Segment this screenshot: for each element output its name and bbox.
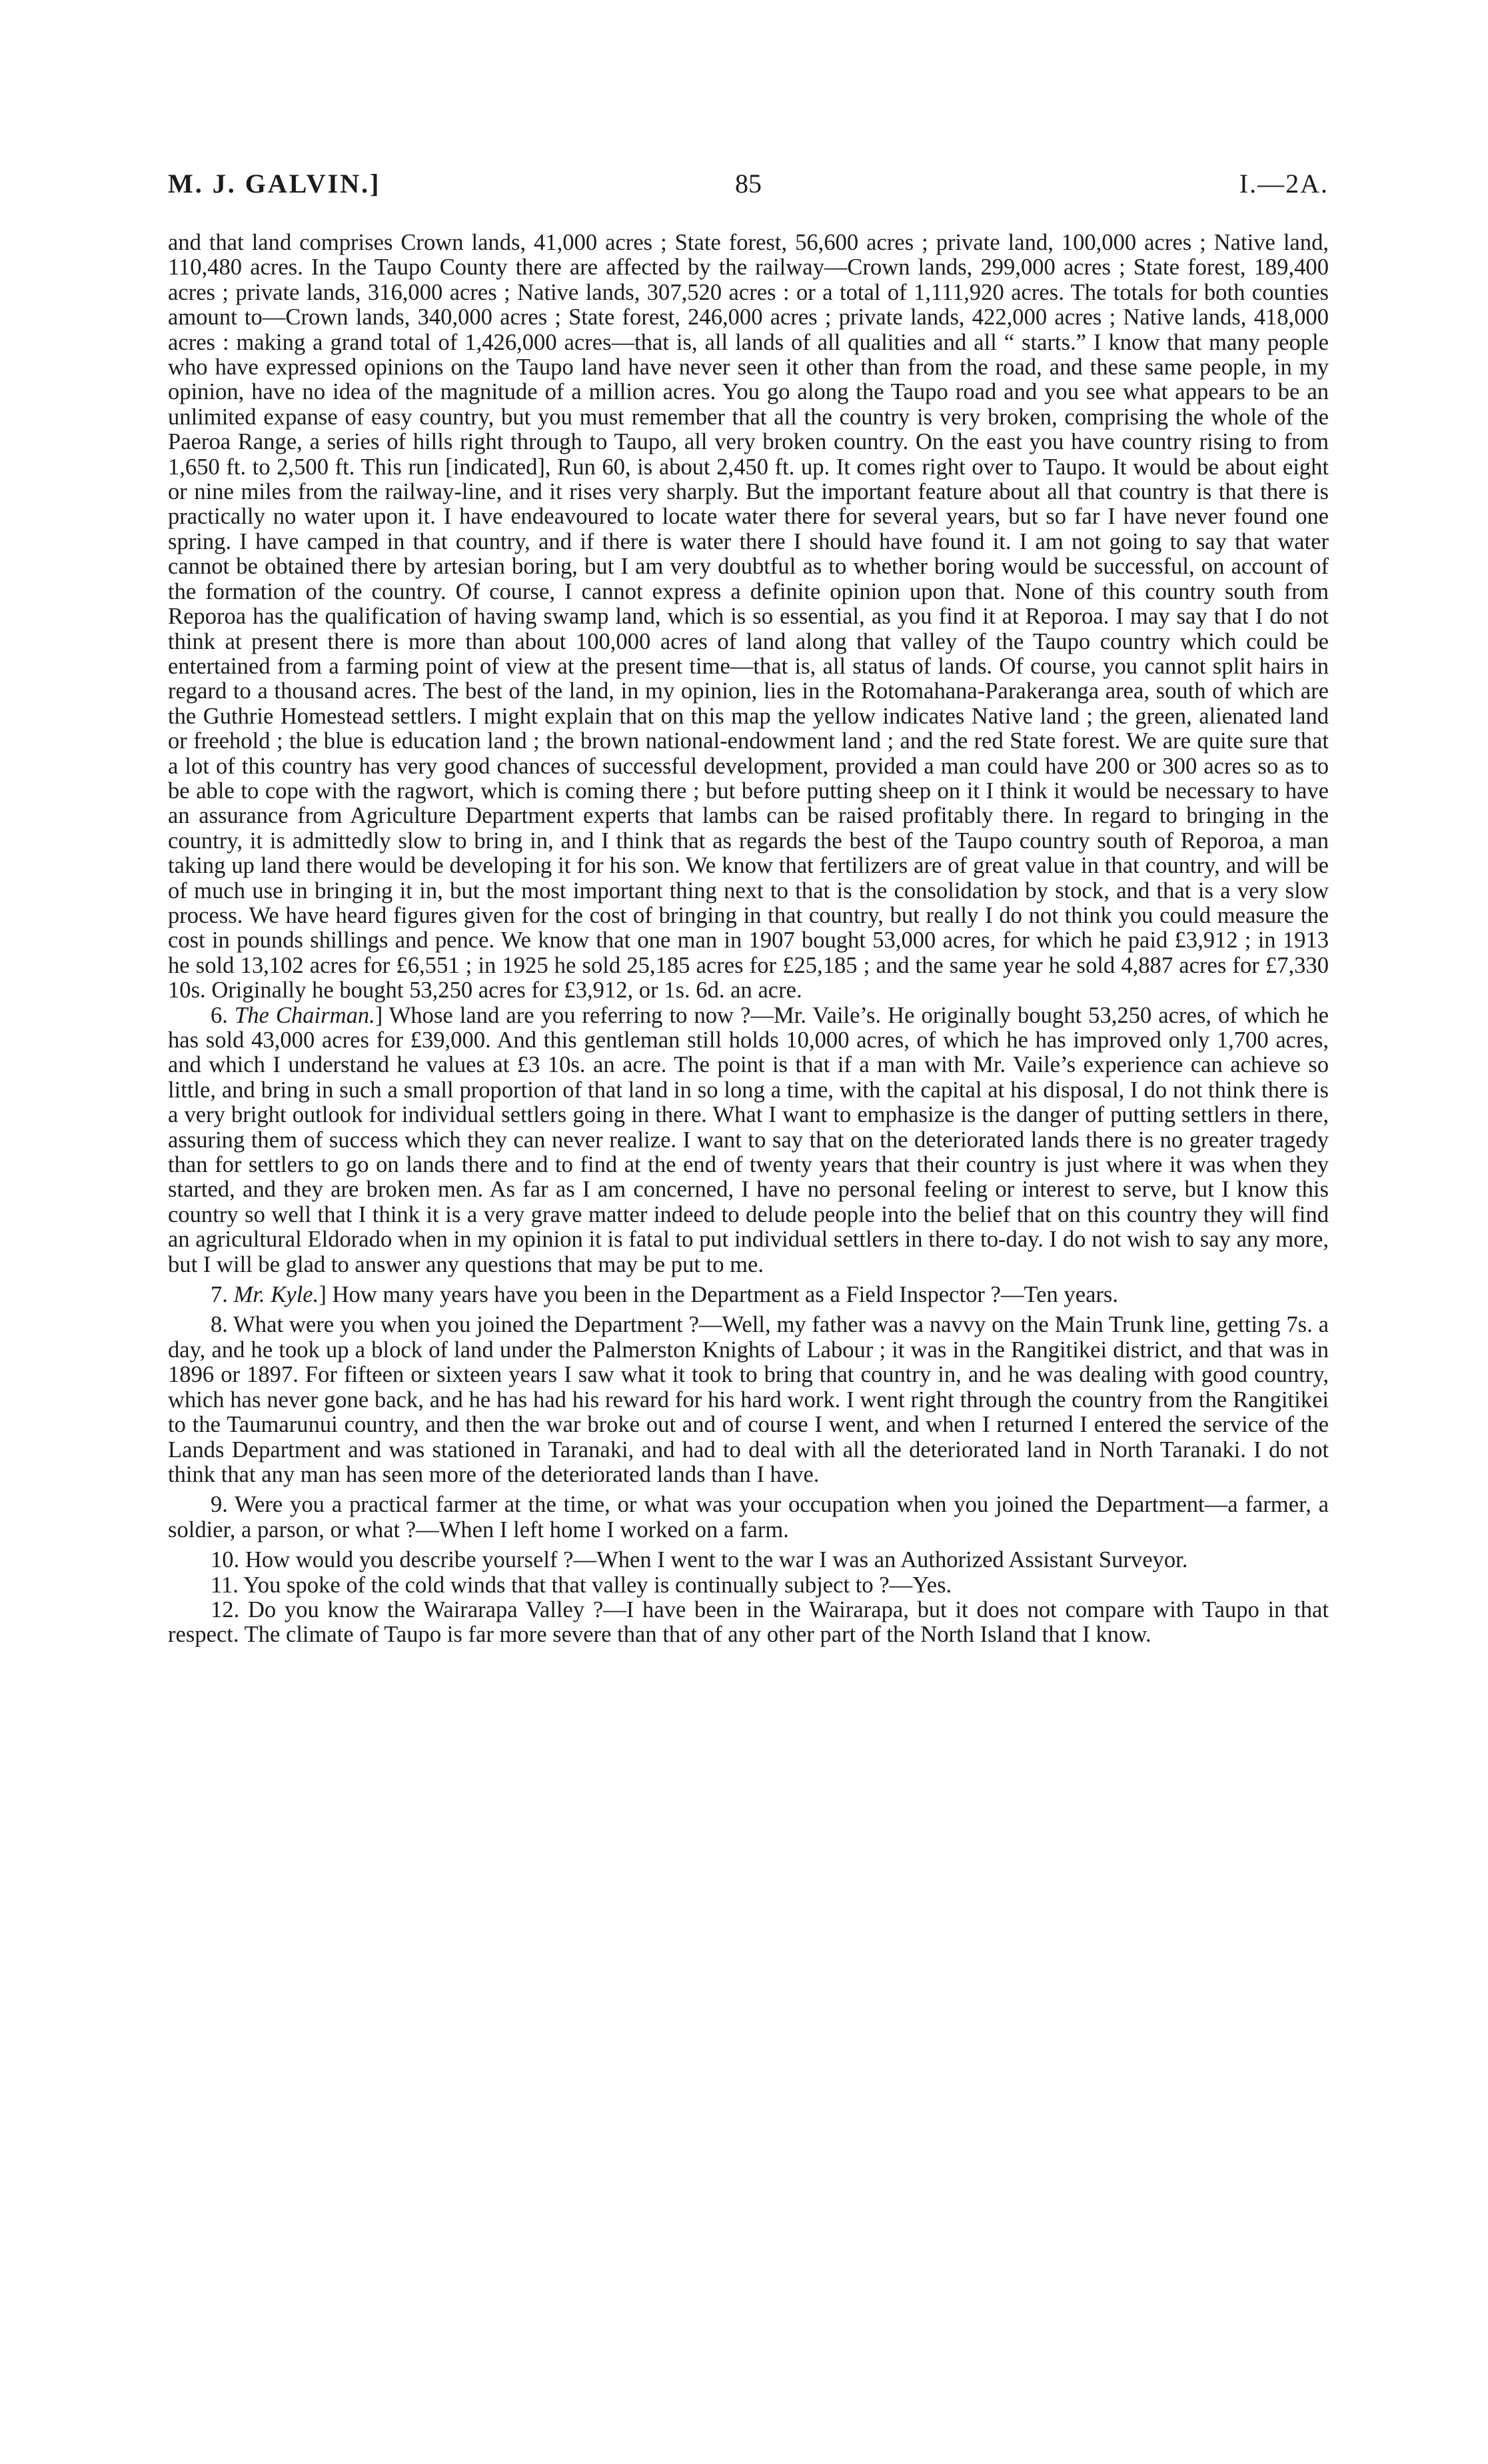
paper-reference: I.—2A. [1239,169,1329,199]
paragraph-12: 12. Do you know the Wairarapa Valley ?—I have been in the Wairarapa, but it does not compare with Taupo in that respect. The climate of Taupo is far more severe than that of any other part of the North Island that I know. [168,1596,1329,1648]
question-number: 6. [211,1002,235,1028]
page-number: 85 [735,169,762,199]
witness-name-header: M. J. GALVIN.] [168,169,381,199]
speaker-name: Mr. Kyle. [233,1282,319,1308]
paragraph-11: 11. You spoke of the cold winds that that valley is continually subject to ?—Yes. [211,1572,952,1598]
paragraph-10: 10. How would you describe yourself ?—When I went to the war I was an Authorized Assistant Surveyor. [211,1547,1188,1573]
paragraph-8: 8. What were you when you joined the Department ?—Well, my father was a navvy on the Main Trunk line, getting 7s. a day, and he took up a block of land under the Palmerston Knights of Labour ; it was in the Rangitikei district, and that was in 1896 or 1897. For fifteen or sixteen years I saw what it took to bring that country in, and he was dealing with good country, which has never gone back, and he has had his reward for his hard work. I went right through the country from the Rangitikei to the Taumarunui country, and then the war broke out and of course I went, and when I returned I entered the service of the Lands Department and was stationed in Taranaki, and had to deal with all the deteriorated land in North Taranaki. I do not think that any man has seen more of the deteriorated lands than I have. [168,1312,1329,1487]
paragraph-6 [168,1003,1329,1277]
paragraph-7 [168,1283,1329,1307]
paragraph-text: ] How many years have you been in the Department as a Field Inspector ?—Ten years. [319,1282,1119,1308]
running-head [168,168,1329,208]
speaker-name: The Chairman. [234,1002,375,1028]
body-text [168,231,1329,1648]
paragraph-text: ] Whose land are you referring to now ?—Mr. Vaile’s. He originally bought 53,250 acres, of which he has sold 43,000 acres for £39,000. And this gentleman still holds 10,000 acres, of which he has improved only 1,700 acres, and which I understand he values at £3 10s. an acre. The point is that if a man with Mr. Vaile’s experience can achieve so little, and bring in such a small proportion of that land in so long a time, with the capital at his disposal, I do not think there is a very bright outlook for individual settlers going in there. What I want to emphasize is the danger of putting settlers in there, assuring them of success which they can never realize. I want to say that on the deteriorated lands there is no greater tragedy than for settlers to go on lands there and to find at the end of twenty years that their country is just where it was when they started, and they are broken men. As far as I am concerned, I have no personal feeling or interest to serve, but I know this country so well that I think it is a very grave matter indeed to delude people into the belief that on this country they will find an agricultural Eldorado when in my opinion it is fatal to put individual settlers in there to-day. I do not wish to say any more, but I will be glad to answer any questions that may be put to me. [168,1002,1329,1277]
paragraph-9: 9. Were you a practical farmer at the time, or what was your occupation when you joined the Department—a farmer, a soldier, a parson, or what ?—When I left home I worked on a farm. [168,1492,1329,1542]
question-number: 7. [211,1282,234,1308]
paragraph-1: and that land comprises Crown lands, 41,000 acres ; State forest, 56,600 acres ; private land, 100,000 acres ; Native land, 110,480 acres. In the Taupo County there are affected by the railway—Crown lands, 299,000 acres ; State forest, 189,400 acres ; private lands, 316,000 acres ; Native lands, 307,520 acres : or a total of 1,111,920 acres. The totals for both counties amount to—Crown lands, 340,000 acres ; State forest, 246,000 acres ; private lands, 422,000 acres ; Native lands, 418,000 acres : making a grand total of 1,426,000 acres—that is, all lands of all qualities and all “ starts.” I know that many people who have expressed opinions on the Taupo land have never seen it other than from the road, and these same people, in my opinion, have no idea of the magnitude of a million acres. You go along the Taupo road and you see what appears to be an unlimited expanse of easy country, but you must remember that all the country is very broken, comprising the whole of the Paeroa Range, a series of hills right through to Taupo, all very broken country. On the east you have country rising to from 1,650 ft. to 2,500 ft. This run [indicated], Run 60, is about 2,450 ft. up. It comes right over to Taupo. It would be about eight or nine miles from the railway-line, and it rises very sharply. But the important feature about all that country is that there is practically no water upon it. I have endeavoured to locate water there for several years, but so far I have never found one spring. I have camped in that country, and if there is water there I should have found it. I am not going to say that water cannot be obtained there by artesian boring, but I am very doubtful as to whether boring would be successful, on account of the formation of the country. Of course, I cannot express a definite opinion upon that. None of this country south from Reporoa has the qualification of having swamp land, which is so essential, as you find it at Reporoa. I may say that I do not think at present there is more than about 100,000 acres of land along that valley of the Taupo country which could be entertained from a farming point of view at the present time—that is, all status of lands. Of course, you cannot split hairs in regard to a thousand acres. The best of the land, in my opinion, lies in the Rotomahana-Parakeranga area, south of which are the Guthrie Homestead settlers. I might explain that on this map the yellow indicates Native land ; the green, alienated land or freehold ; the blue is education land ; the brown national-endowment land ; and the red State forest. We are quite sure that a lot of this country has very good chances of successful development, provided a man could have 200 or 300 acres so as to be able to cope with the ragwort, which is coming there ; but before putting sheep on it I think it would be necessary to have an assurance from Agriculture Department experts that lambs can be raised profitably there. In regard to bringing in the country, it is admittedly slow to bring in, and I think that as regards the best of the Taupo country south of Reporoa, a man taking up land there would be developing it for his son. We know that fertilizers are of great value in that country, and will be of much use in bringing it in, but the most important thing next to that is the consolidation by stock, and that is a very slow process. We have heard figures given for the cost of bringing in that country, but really I do not think you could measure the cost in pounds shillings and pence. We know that one man in 1907 bought 53,000 acres, for which he paid £3,912 ; in 1913 he sold 13,102 acres for £6,551 ; in 1925 he sold 25,185 acres for £25,185 ; and the same year he sold 4,887 acres for £7,330 10s. Originally he bought 53,250 acres for £3,912, or 1s. 6d. an acre. [168,230,1329,1003]
